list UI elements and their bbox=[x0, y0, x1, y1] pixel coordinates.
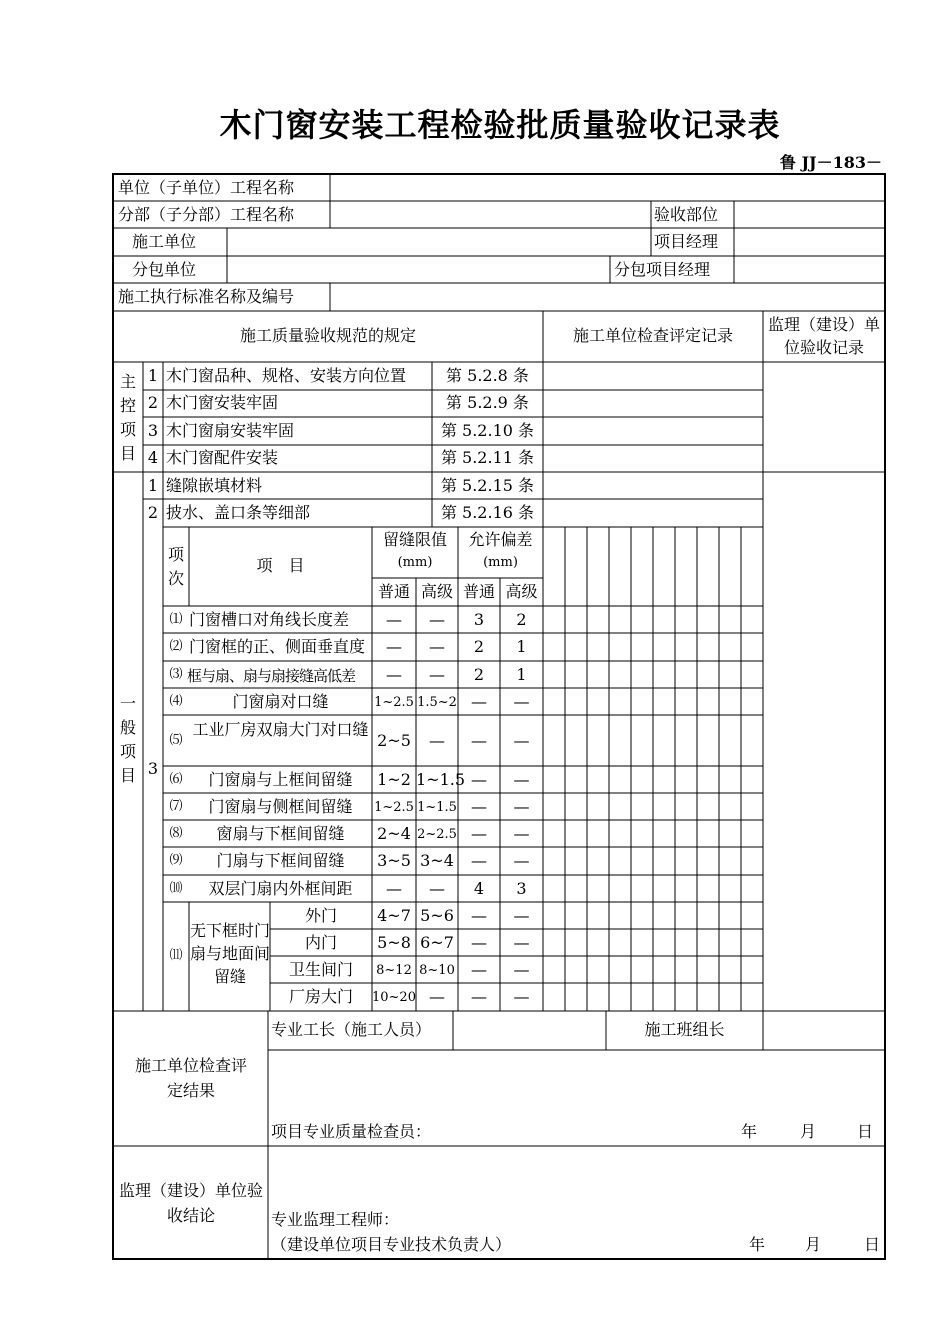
gap-normal: 1~2.5 bbox=[374, 800, 414, 815]
general-item-clause: 第 5.2.16 条 bbox=[440, 503, 535, 522]
check-year: 年 bbox=[741, 1122, 758, 1141]
main-item-no: 4 bbox=[147, 448, 159, 467]
tol-normal: — bbox=[471, 770, 487, 789]
tol-normal: 2 bbox=[473, 665, 485, 684]
unit-name-label: 单位（子单位）工程名称 bbox=[118, 178, 295, 197]
supervision-day: 日 bbox=[864, 1235, 881, 1254]
gap-advanced: — bbox=[429, 987, 445, 1006]
tol-normal: — bbox=[471, 851, 487, 870]
advanced-header: 高级 bbox=[505, 582, 538, 601]
spec-header: 施工质量验收规范的规定 bbox=[239, 326, 416, 345]
check-result-label: 施工单位检查评定结果 bbox=[134, 1056, 247, 1100]
sub-name: 卫生间门 bbox=[288, 960, 353, 979]
team-leader-label: 施工班组长 bbox=[644, 1020, 725, 1039]
general-item-no: 2 bbox=[147, 503, 159, 522]
sub-name: 门窗扇与侧框间留缝 bbox=[208, 797, 353, 816]
gap-normal: — bbox=[386, 637, 402, 656]
gap-limit-header: 留缝限值 bbox=[382, 530, 447, 549]
normal-header: 普通 bbox=[462, 582, 495, 601]
form-code: 鲁 JJ－183－ bbox=[779, 153, 882, 172]
sub-seq: ⑴ bbox=[169, 612, 183, 627]
tol-advanced: 1 bbox=[516, 665, 527, 684]
sub-seq: ⑼ bbox=[169, 853, 183, 868]
seq-header: 项次 bbox=[167, 545, 184, 588]
check-month: 月 bbox=[800, 1122, 817, 1141]
record-header: 施工单位检查评定记录 bbox=[572, 326, 733, 345]
gap-normal: 8~12 bbox=[376, 963, 412, 978]
tol-advanced: — bbox=[513, 987, 530, 1006]
main-item-name: 木门窗品种、规格、安装方向位置 bbox=[166, 366, 407, 385]
sub-seq: ⑷ bbox=[169, 694, 183, 709]
main-item-name: 木门窗扇安装牢固 bbox=[166, 421, 295, 440]
tol-normal: — bbox=[471, 933, 487, 952]
tol-advanced: — bbox=[513, 851, 530, 870]
owner-label: （建设单位项目专业技术负责人） bbox=[271, 1235, 512, 1254]
gap-advanced: — bbox=[429, 610, 445, 629]
item-header: 项 目 bbox=[256, 556, 305, 575]
tolerance-unit: (mm) bbox=[483, 555, 518, 570]
tol-advanced: — bbox=[513, 933, 530, 952]
supervision-result-label: 监理（建设）单位验收结论 bbox=[118, 1181, 263, 1225]
sub-seq: ⑾ bbox=[169, 948, 183, 963]
supervision-month: 月 bbox=[805, 1235, 822, 1254]
general-item-no: 1 bbox=[147, 476, 159, 495]
tol-advanced: — bbox=[513, 692, 530, 711]
project-manager-label: 项目经理 bbox=[654, 232, 719, 251]
gap-advanced: 3~4 bbox=[420, 851, 454, 870]
sub-seq: ⑺ bbox=[169, 799, 183, 814]
general-items-category: 一般项目 bbox=[119, 694, 136, 785]
main-item-clause: 第 5.2.10 条 bbox=[440, 421, 535, 440]
gap-normal: — bbox=[386, 610, 402, 629]
tol-advanced: — bbox=[513, 797, 530, 816]
inspector-label: 项目专业质量检查员： bbox=[271, 1122, 432, 1141]
page-title: 木门窗安装工程检验批质量验收记录表 bbox=[219, 106, 781, 144]
gap-advanced: 2~2.5 bbox=[417, 827, 457, 842]
main-item-no: 3 bbox=[147, 421, 159, 440]
tol-advanced: 2 bbox=[516, 610, 527, 629]
tolerance-header: 允许偏差 bbox=[468, 530, 533, 549]
supervision-year: 年 bbox=[749, 1235, 766, 1254]
sub-name: 工业厂房双扇大门对口缝 bbox=[192, 720, 369, 739]
acceptance-part-label: 验收部位 bbox=[654, 205, 719, 224]
sub-seq: ⑸ bbox=[169, 733, 183, 748]
gap-advanced: — bbox=[429, 879, 445, 898]
main-item-name: 木门窗安装牢固 bbox=[166, 393, 279, 412]
gap-normal: 3~5 bbox=[377, 851, 411, 870]
gap-normal: 2~4 bbox=[377, 824, 411, 843]
sub-name: 门窗扇对口缝 bbox=[232, 692, 329, 711]
main-item-clause: 第 5.2.11 条 bbox=[440, 448, 535, 467]
sub-seq: ⑶ bbox=[169, 667, 183, 682]
sub-name: 门窗槽口对角线长度差 bbox=[189, 610, 350, 629]
gap-advanced: 8~10 bbox=[419, 963, 455, 978]
tol-advanced: — bbox=[513, 824, 530, 843]
gap-normal: — bbox=[386, 879, 402, 898]
sub-seq: ⑽ bbox=[169, 881, 183, 896]
tol-advanced: — bbox=[513, 960, 530, 979]
sub-name: 内门 bbox=[304, 933, 337, 952]
tol-normal: — bbox=[471, 960, 487, 979]
main-item-clause: 第 5.2.9 条 bbox=[446, 393, 529, 412]
sub-name: 外门 bbox=[304, 906, 337, 925]
gap-normal: 4~7 bbox=[377, 906, 411, 925]
gap-normal: 5~8 bbox=[377, 933, 411, 952]
general-item-name: 披水、盖口条等细部 bbox=[166, 503, 311, 522]
supervision-header: 监理（建设）单位验收记录 bbox=[767, 315, 880, 357]
sub-name: 窗扇与下框间留缝 bbox=[216, 824, 345, 843]
gap-advanced: — bbox=[429, 637, 445, 656]
sub-seq: ⑻ bbox=[169, 826, 183, 841]
tol-normal: 3 bbox=[473, 610, 485, 629]
main-items-category: 主控项目 bbox=[119, 372, 136, 463]
gap-advanced: — bbox=[429, 665, 445, 684]
foreman-label: 专业工长（施工人员） bbox=[271, 1020, 432, 1039]
sub-seq: ⑹ bbox=[169, 772, 183, 787]
gap-normal: 1~2 bbox=[377, 770, 411, 789]
tol-advanced: 3 bbox=[516, 879, 527, 898]
gap-advanced: — bbox=[429, 731, 445, 750]
subcontract-unit-label: 分包单位 bbox=[132, 260, 197, 279]
sub-name: 门窗扇与上框间留缝 bbox=[208, 770, 353, 789]
sub-name: 门扇与下框间留缝 bbox=[216, 851, 345, 870]
standard-label: 施工执行标准名称及编号 bbox=[118, 287, 295, 306]
tol-normal: — bbox=[471, 692, 487, 711]
normal-header: 普通 bbox=[377, 582, 410, 601]
gap-normal: 2~5 bbox=[377, 731, 411, 750]
general-item-no: 3 bbox=[147, 759, 159, 778]
gap-limit-unit: (mm) bbox=[397, 555, 433, 570]
subcontract-manager-label: 分包项目经理 bbox=[614, 260, 711, 279]
sub-name: 框与扇、扇与扇接缝高低差 bbox=[187, 667, 356, 685]
tol-normal: — bbox=[471, 731, 487, 750]
tol-normal: — bbox=[471, 906, 487, 925]
construction-unit-label: 施工单位 bbox=[132, 232, 197, 251]
gap-advanced: 1~1.5 bbox=[417, 800, 457, 815]
tol-normal: — bbox=[471, 987, 487, 1006]
sub-name: 门窗框的正、侧面垂直度 bbox=[189, 637, 366, 656]
engineer-label: 专业监理工程师： bbox=[271, 1210, 400, 1229]
tol-advanced: — bbox=[513, 770, 530, 789]
gap-advanced: 6~7 bbox=[420, 933, 454, 952]
tol-normal: 2 bbox=[473, 637, 485, 656]
sub-name: 双层门扇内外框间距 bbox=[208, 879, 353, 898]
main-item-name: 木门窗配件安装 bbox=[166, 448, 279, 467]
tol-normal: — bbox=[471, 797, 487, 816]
division-name-label: 分部（子分部）工程名称 bbox=[118, 205, 295, 224]
tol-normal: — bbox=[471, 824, 487, 843]
gap-advanced: 5~6 bbox=[420, 906, 454, 925]
tol-advanced: — bbox=[513, 906, 530, 925]
main-item-clause: 第 5.2.8 条 bbox=[446, 366, 529, 385]
gap-advanced: 1~1.5 bbox=[416, 770, 466, 789]
gap-normal: 10~20 bbox=[372, 990, 416, 1005]
tol-advanced: 1 bbox=[516, 637, 527, 656]
gap-advanced: 1.5~2 bbox=[417, 695, 457, 710]
main-item-no: 1 bbox=[147, 366, 159, 385]
general-item-name: 缝隙嵌填材料 bbox=[166, 476, 263, 495]
advanced-header: 高级 bbox=[420, 582, 453, 601]
row11-label: 无下框时门扇与地面间留缝 bbox=[190, 921, 271, 986]
sub-seq: ⑵ bbox=[169, 639, 183, 654]
general-item-clause: 第 5.2.15 条 bbox=[440, 476, 535, 495]
gap-normal: 1~2.5 bbox=[374, 695, 414, 710]
tol-normal: 4 bbox=[473, 879, 485, 898]
gap-normal: — bbox=[386, 665, 402, 684]
check-day: 日 bbox=[857, 1122, 874, 1141]
main-item-no: 2 bbox=[147, 393, 159, 412]
tol-advanced: — bbox=[513, 731, 530, 750]
sub-name: 厂房大门 bbox=[288, 987, 353, 1006]
